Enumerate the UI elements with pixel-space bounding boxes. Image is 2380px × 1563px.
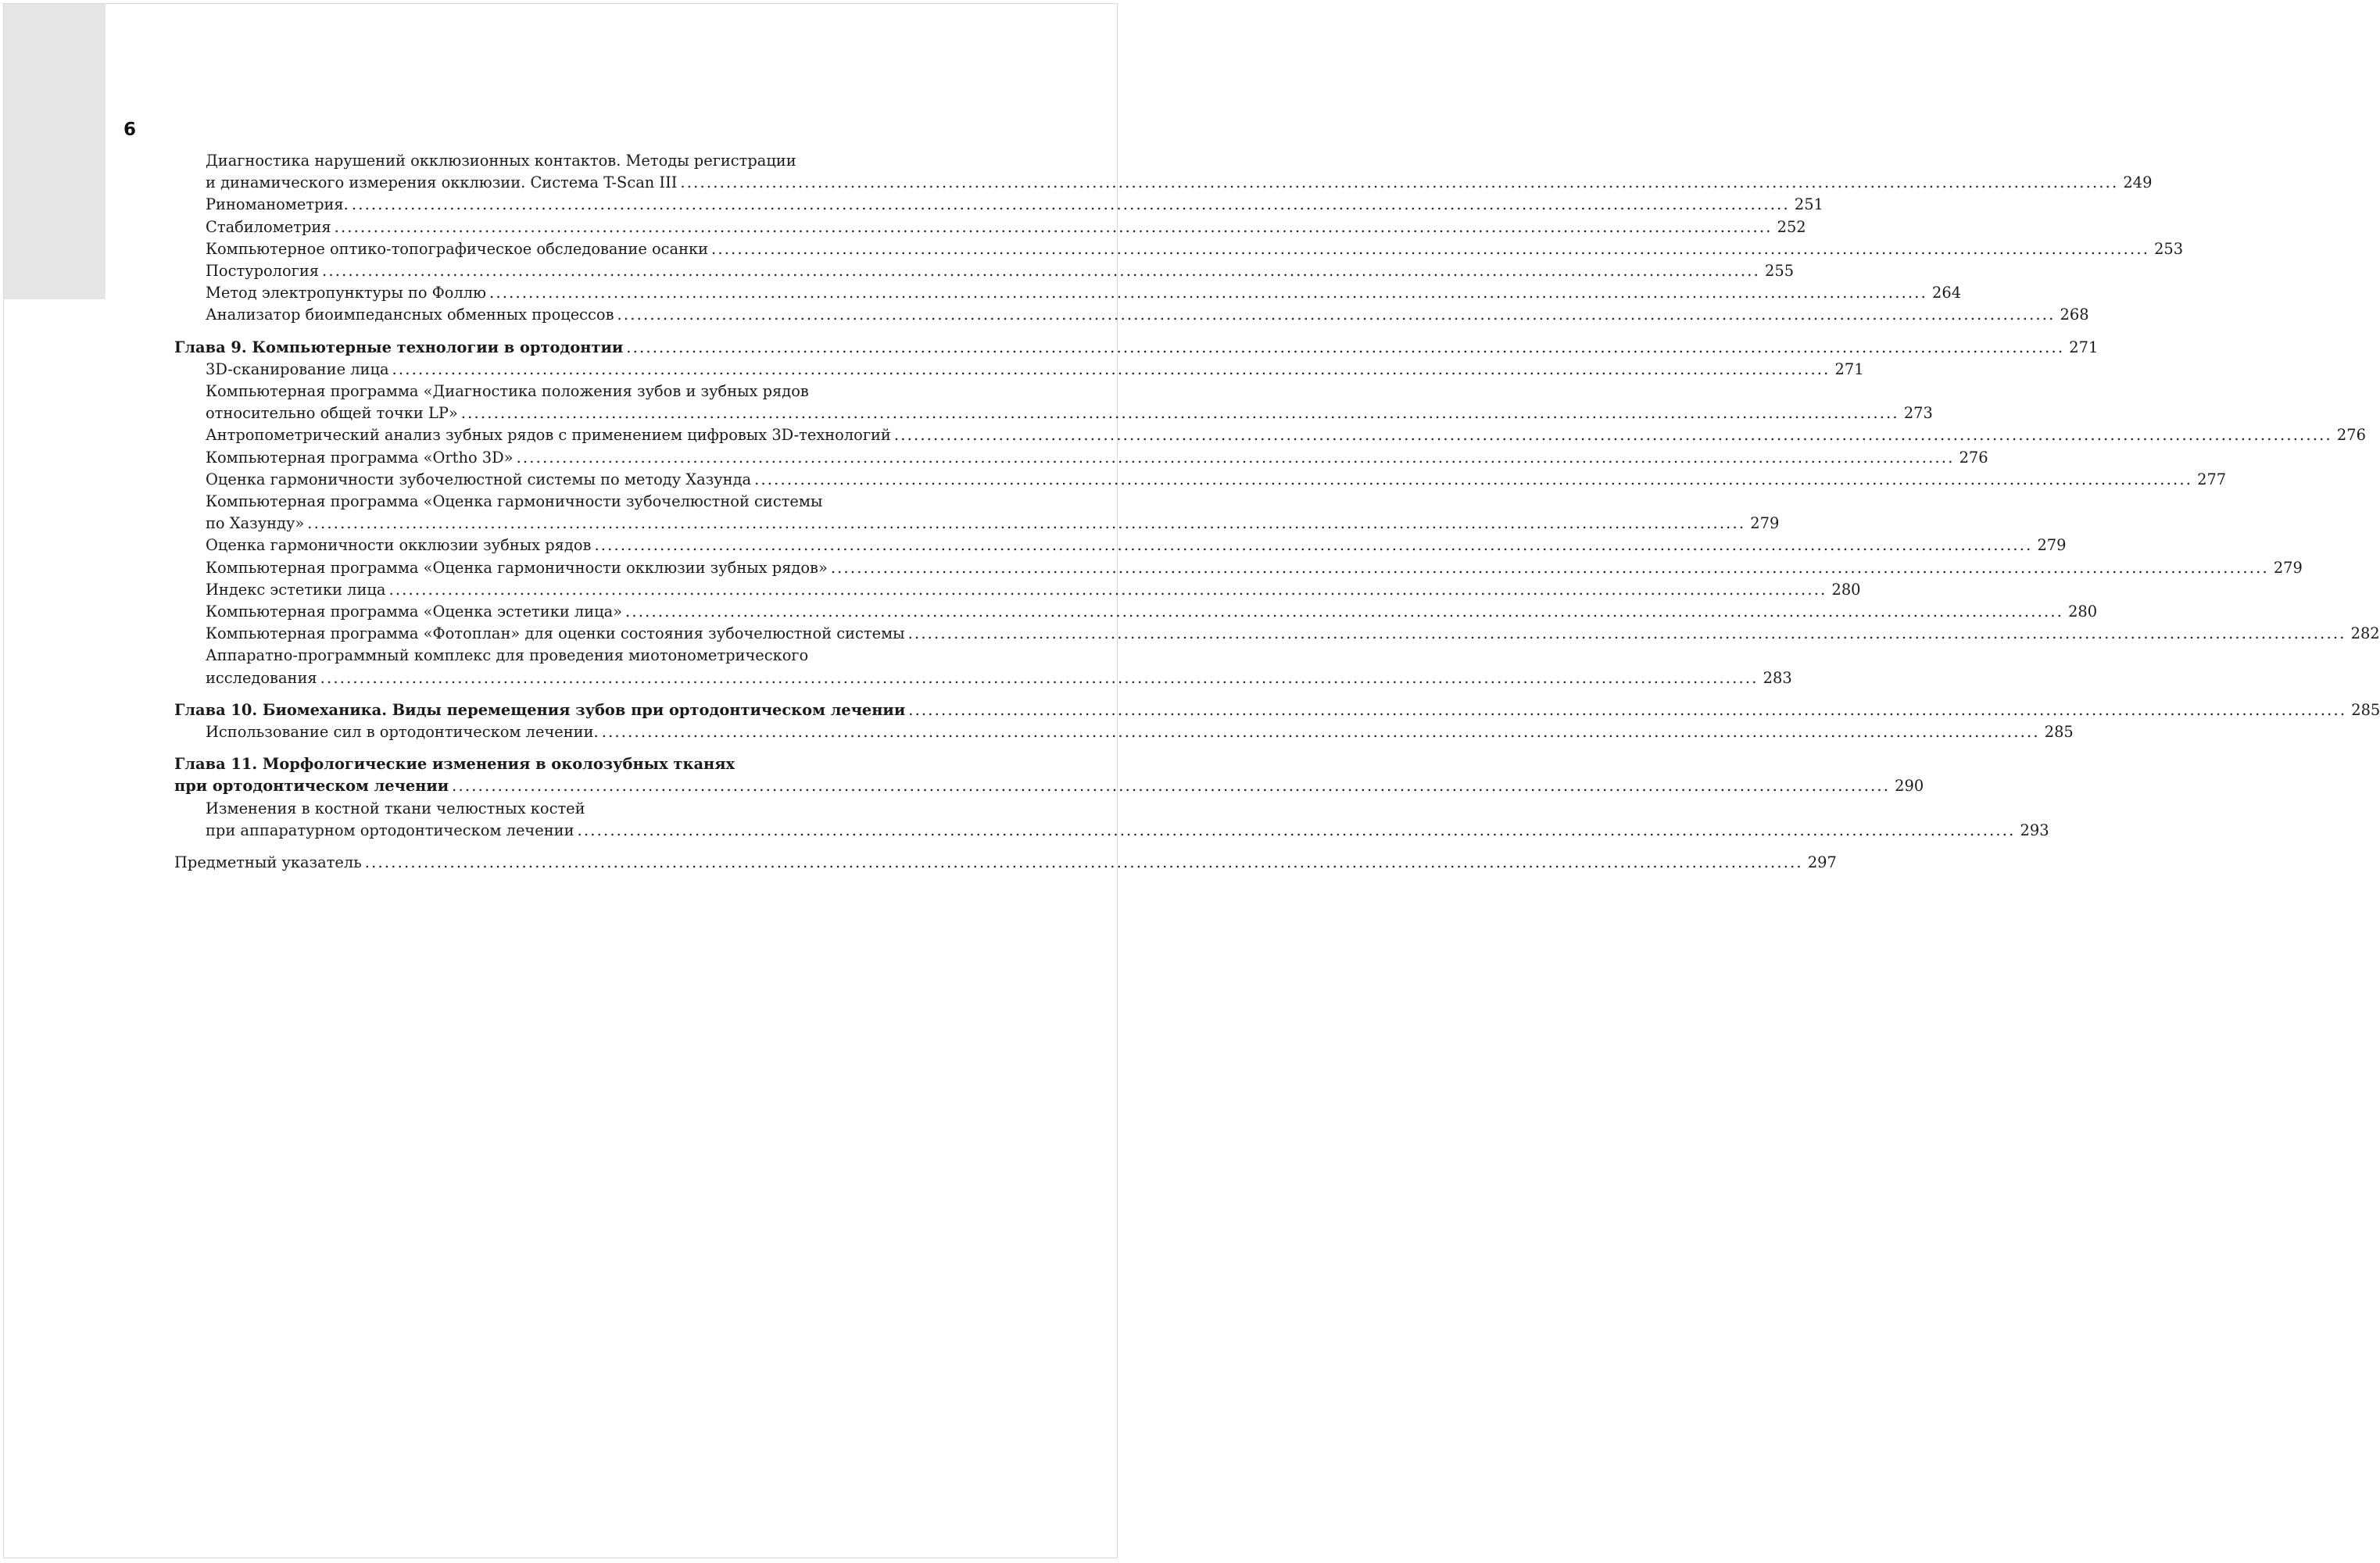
page-ref: 290 [1895, 777, 1924, 796]
page-ref: 280 [2068, 603, 2098, 621]
toc-entry-text: Анализатор биоимпедансных обменных процессов [206, 306, 614, 324]
toc-entry-text: Оценка гармоничности окклюзии зубных рядов [206, 536, 592, 555]
toc-entry[interactable] [174, 194, 1823, 216]
toc-chapter-9[interactable] [174, 337, 2099, 359]
toc-entry-text: Стабилометрия [206, 217, 331, 236]
toc-entry-text: Риноманометрия. [206, 195, 349, 214]
dot-leader: ............................................................................................................................................................................................................................ [601, 723, 2040, 742]
page-ref: 276 [1959, 448, 1988, 467]
dot-leader: ............................................................................................................................................................................................................................ [321, 262, 1761, 281]
dot-leader: ............................................................................................................................................................................................................................ [516, 448, 1955, 467]
toc-entry-text: по Хазунду» [206, 514, 305, 533]
toc-entry[interactable] [174, 623, 2380, 645]
toc-entry[interactable] [174, 282, 1962, 304]
toc-entry-text: Компьютерное оптико-топографическое обследование осанки [206, 239, 709, 258]
page-ref: 277 [2197, 470, 2227, 488]
toc-entry-text: Компьютерная программа «Диагностика положения зубов и зубных рядов [206, 382, 809, 401]
dot-leader: ............................................................................................................................................................................................................................ [617, 306, 2056, 324]
page-ref: 279 [2273, 558, 2303, 577]
page-ref: 285 [2044, 723, 2074, 742]
dot-leader: ............................................................................................................................................................................................................................ [625, 603, 2064, 621]
dot-leader: ............................................................................................................................................................................................................................ [594, 536, 2033, 555]
page-ref: 293 [2020, 821, 2049, 839]
page-ref: 282 [2350, 624, 2380, 643]
toc-entry[interactable] [174, 535, 2067, 556]
dot-leader: ............................................................................................................................................................................................................................ [392, 359, 1831, 378]
page-ref: 271 [2069, 338, 2099, 356]
toc-entry-text: Компьютерная программа «Оценка гармоничности зубочелюстной системы [206, 492, 823, 511]
dot-leader: ............................................................................................................................................................................................................................ [460, 404, 1899, 423]
page-ref: 268 [2060, 306, 2089, 324]
toc-entry-text: Антропометрический анализ зубных рядов с применением цифровых 3D-технологий [206, 426, 891, 445]
toc-entry[interactable] [174, 238, 2184, 260]
dot-leader: ............................................................................................................................................................................................................................ [907, 624, 2346, 643]
toc-entry[interactable] [174, 150, 2153, 194]
chapter-title: при ортодонтическом лечении [174, 777, 449, 796]
page-ref: 264 [1932, 284, 1962, 302]
dot-leader: ............................................................................................................................................................................................................................ [307, 514, 1746, 533]
toc-entry-text: Индекс эстетики лица [206, 580, 386, 599]
toc-entry-text: Постурология [206, 262, 319, 281]
dot-leader: ............................................................................................................................................................................................................................ [489, 284, 1928, 302]
page-ref: 255 [1765, 262, 1795, 281]
page-ref: 276 [2336, 426, 2366, 445]
toc-entry-text: Предметный указатель [174, 853, 362, 872]
page-number: 6 [123, 120, 137, 140]
dot-leader: ............................................................................................................................................................................................................................ [577, 821, 2016, 839]
toc-entry[interactable] [174, 557, 2303, 579]
toc-index-entry[interactable] [174, 852, 1837, 874]
page-ref: 253 [2154, 239, 2184, 258]
toc-entry-text: и динамического измерения окклюзии. Система T-Scan III [206, 173, 678, 192]
page-ref: 273 [1903, 404, 1933, 423]
dot-leader: ............................................................................................................................................................................................................................ [364, 853, 1803, 872]
dot-leader: ............................................................................................................................................................................................................................ [626, 338, 2065, 356]
toc-entry[interactable] [174, 359, 1864, 381]
page-ref: 252 [1777, 217, 1806, 236]
page-ref: 283 [1763, 668, 1792, 687]
toc-entry[interactable] [174, 579, 1861, 601]
toc-entry[interactable] [174, 304, 2089, 326]
page-ref: 297 [1807, 853, 1837, 872]
toc-entry[interactable] [174, 260, 1795, 282]
dot-leader: ............................................................................................................................................................................................................................ [711, 239, 2150, 258]
toc-entry-text: 3D-сканирование лица [206, 359, 389, 378]
toc-entry[interactable] [174, 721, 2074, 743]
dot-leader: ............................................................................................................................................................................................................................ [908, 700, 2347, 719]
table-of-contents [174, 150, 2380, 874]
toc-entry[interactable] [174, 601, 2098, 623]
dot-leader: ............................................................................................................................................................................................................................ [388, 580, 1827, 599]
dot-leader: ............................................................................................................................................................................................................................ [830, 558, 2269, 577]
page-ref: 271 [1834, 359, 1864, 378]
toc-entry-text: Компьютерная программа «Оценка гармоничности окклюзии зубных рядов» [206, 558, 828, 577]
corner-band [4, 4, 106, 299]
page-ref: 285 [2351, 700, 2380, 719]
chapter-title: Глава 10. Биомеханика. Виды перемещения зубов при ортодонтическом лечении [174, 700, 906, 719]
toc-chapter-11[interactable] [174, 753, 1924, 797]
dot-leader: ............................................................................................................................................................................................................................ [334, 217, 1773, 236]
toc-entry[interactable] [174, 381, 1933, 424]
toc-entry[interactable] [174, 216, 1806, 238]
dot-leader: ............................................................................................................................................................................................................................ [893, 426, 2332, 445]
toc-entry-text: при аппаратурном ортодонтическом лечении [206, 821, 574, 839]
page-ref: 251 [1794, 195, 1823, 214]
toc-entry-text: исследования [206, 668, 317, 687]
dot-leader: ............................................................................................................................................................................................................................ [452, 777, 1891, 796]
page-ref: 279 [1750, 514, 1780, 533]
toc-entry[interactable] [174, 798, 2049, 842]
toc-entry-text: Компьютерная программа «Фотоплан» для оценки состояния зубочелюстной системы [206, 624, 905, 643]
dot-leader: ............................................................................................................................................................................................................................ [320, 668, 1759, 687]
toc-entry[interactable] [174, 645, 1792, 689]
dot-leader: ............................................................................................................................................................................................................................ [754, 470, 2193, 488]
chapter-title: Глава 9. Компьютерные технологии в ортодонтии [174, 338, 624, 356]
toc-entry-text: Компьютерная программа «Оценка эстетики лица» [206, 603, 623, 621]
toc-entry-text: Аппаратно-программный комплекс для проведения миотонометрического [206, 646, 809, 665]
toc-chapter-10[interactable] [174, 699, 2380, 721]
toc-entry-text: Изменения в костной ткани челюстных костей [206, 799, 585, 817]
toc-entry[interactable] [174, 469, 2227, 491]
dot-leader: ............................................................................................................................................................................................................................ [680, 173, 2119, 192]
toc-entry[interactable] [174, 491, 1780, 535]
dot-leader: ............................................................................................................................................................................................................................ [351, 195, 1790, 214]
toc-entry[interactable] [174, 424, 2366, 446]
chapter-title: Глава 11. Морфологические изменения в околозубных тканях [174, 755, 735, 774]
page-ref: 280 [1831, 580, 1861, 599]
toc-entry[interactable] [174, 447, 1988, 469]
page-ref: 249 [2123, 173, 2153, 192]
toc-entry-text: Компьютерная программа «Ortho 3D» [206, 448, 514, 467]
page-ref: 279 [2037, 536, 2067, 555]
toc-entry-text: Диагностика нарушений окклюзионных контактов. Методы регистрации [206, 152, 796, 170]
toc-entry-text: Использование сил в ортодонтическом лечении. [206, 723, 599, 742]
toc-entry-text: Оценка гармоничности зубочелюстной системы по методу Хазунда [206, 470, 752, 488]
toc-entry-text: Метод электропунктуры по Фоллю [206, 284, 486, 302]
toc-entry-text: относительно общей точки LP» [206, 404, 458, 423]
